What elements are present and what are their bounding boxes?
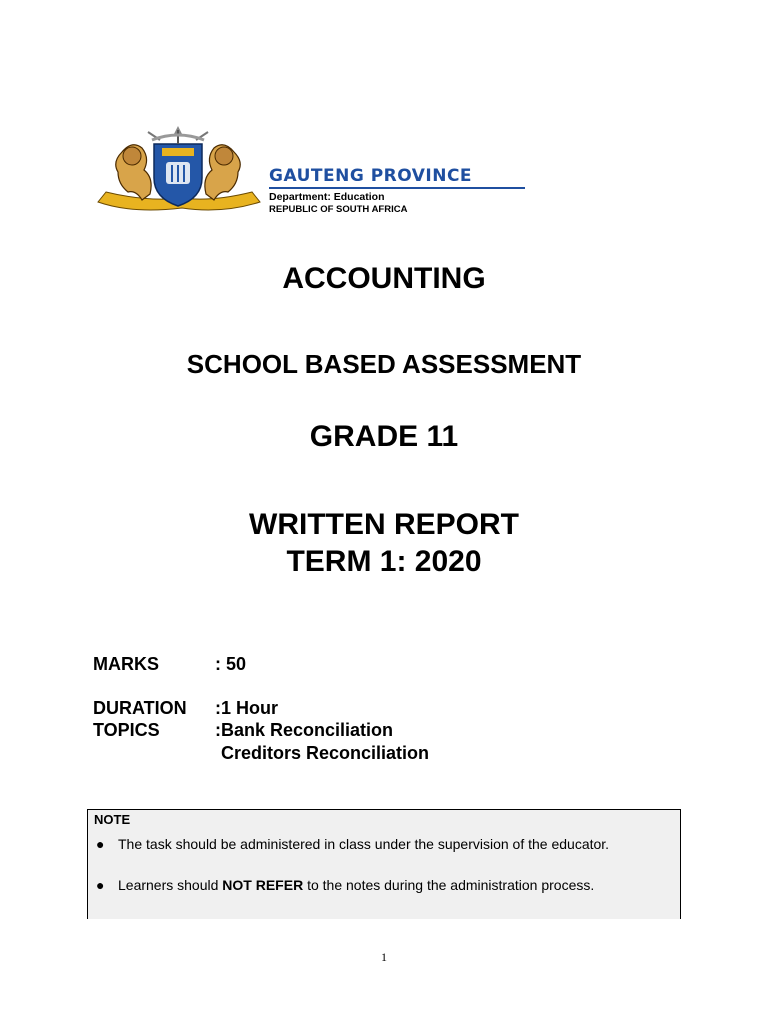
- logo-text: [269, 166, 525, 215]
- note-title: NOTE: [94, 812, 131, 827]
- page-number: 1: [381, 950, 387, 964]
- bullet-icon: ●: [96, 877, 105, 893]
- note-bullet-2-text: [118, 877, 594, 893]
- topics-value-2: Creditors Reconciliation: [221, 743, 430, 763]
- duration-value: :1 Hour: [215, 698, 278, 718]
- note-bullet-2-pre: Learners should: [118, 877, 223, 893]
- note-bullet-1-text: The task should be administered in class under the supervision of the educator.: [118, 836, 610, 852]
- note-bullet-2-post: to the notes during the administration process.: [303, 877, 595, 893]
- department-name: Department: Education: [269, 191, 385, 203]
- duration-label: DURATION: [93, 698, 187, 718]
- note-box: [87, 809, 681, 919]
- term-title: TERM 1: 2020: [286, 545, 482, 578]
- topics-value-1: :Bank Reconciliation: [215, 720, 394, 740]
- bullet-icon: ●: [96, 836, 105, 852]
- topics-label: TOPICS: [93, 720, 160, 740]
- country-name: REPUBLIC OF SOUTH AFRICA: [269, 204, 408, 215]
- province-name: GAUTENG PROVINCE: [269, 166, 473, 186]
- note-bullet-2: [96, 877, 595, 893]
- province-underline: [269, 187, 525, 189]
- subject-title: ACCOUNTING: [282, 262, 486, 295]
- note-bullet-2-bold: NOT REFER: [222, 877, 304, 893]
- grade-title: GRADE 11: [309, 420, 459, 453]
- note-bullet-1: [96, 836, 610, 852]
- assessment-title: SCHOOL BASED ASSESSMENT: [186, 349, 582, 379]
- marks-value: : 50: [215, 654, 247, 674]
- marks-label: MARKS: [93, 654, 159, 674]
- task-title: WRITTEN REPORT: [249, 508, 519, 541]
